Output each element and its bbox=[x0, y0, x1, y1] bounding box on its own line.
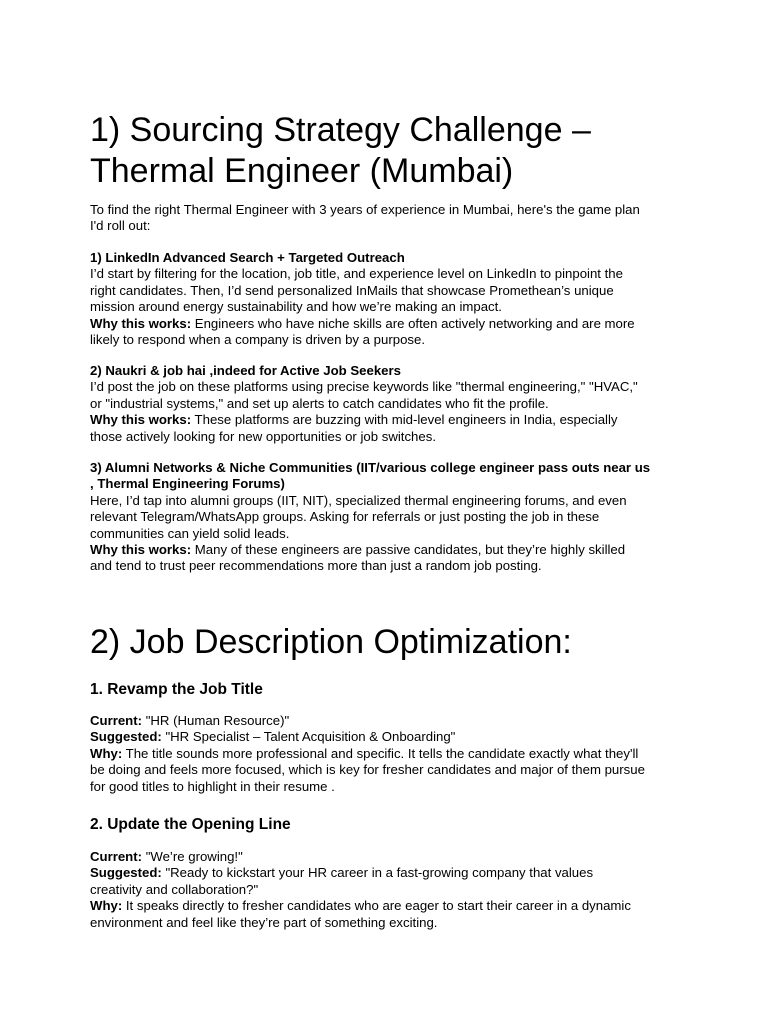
section-naukri bbox=[90, 363, 690, 445]
jd1-suggested-label: Suggested: bbox=[90, 729, 162, 745]
jd1-why-text-3: for good titles to highlight in their resume . bbox=[90, 778, 335, 794]
section-linkedin-why-text-2: likely to respond when a company is driven by a purpose. bbox=[90, 332, 425, 348]
jd2-suggested-value-2: creativity and collaboration?" bbox=[90, 881, 259, 897]
page-title-line-1: 1) Sourcing Strategy Challenge – bbox=[90, 111, 591, 149]
jd2-current-label: Current: bbox=[90, 849, 143, 864]
section-alumni bbox=[90, 460, 690, 575]
section-alumni-text-2: relevant Telegram/WhatsApp groups. Asking for referrals or just posting the job in these bbox=[90, 509, 600, 525]
jd-job-title-heading: 1. Revamp the Job Title bbox=[90, 681, 263, 698]
jd1-why-text-1: The title sounds more professional and specific. It tells the candidate exactly what they'll bbox=[122, 745, 639, 761]
section-alumni-heading-2: , Thermal Engineering Forums) bbox=[90, 476, 285, 492]
jd2-suggested-label: Suggested: bbox=[90, 865, 162, 881]
section-linkedin-text-2: right candidates. Then, I’d send personalized InMails that showcase Promethean’s unique bbox=[90, 282, 614, 298]
section-naukri-text-1: I’d post the job on these platforms using precise keywords like "thermal engineering," "HVAC," bbox=[90, 379, 638, 395]
section-alumni-why-text-1: Many of these engineers are passive candidates, but they’re highly skilled bbox=[191, 542, 626, 558]
intro-line-2: I'd roll out: bbox=[90, 218, 151, 234]
section-alumni-why-label: Why this works: bbox=[90, 542, 192, 558]
jd1-current-label: Current: bbox=[90, 713, 143, 728]
jd2-suggested-value-1: "Ready to kickstart your HR career in a fast-growing company that values bbox=[161, 865, 594, 881]
jd2-why-label: Why: bbox=[90, 898, 123, 914]
section-alumni-why-text-2: and tend to trust peer recommendations more than just a random job posting. bbox=[90, 558, 542, 574]
jd1-why-label: Why: bbox=[90, 745, 123, 761]
section-alumni-text-3: communities can yield solid leads. bbox=[90, 525, 290, 541]
section-alumni-heading-1: 3) Alumni Networks & Niche Communities (IIT/various college engineer pass outs near us bbox=[90, 460, 651, 475]
section-linkedin-why-text-1: Engineers who have niche skills are often actively networking and are more bbox=[191, 315, 635, 331]
jd1-why-text-2: be doing and feels more focused, which is key for fresher candidates and major of them pursue bbox=[90, 762, 645, 778]
section-naukri-heading: 2) Naukri & job hai ,indeed for Active Job Seekers bbox=[90, 363, 401, 378]
jd2-current-value: "We’re growing!" bbox=[142, 849, 243, 864]
jd-opening-line-heading: 2. Update the Opening Line bbox=[90, 816, 291, 833]
section-naukri-text-2: or "industrial systems," and set up alerts to catch candidates who fit the profile. bbox=[90, 395, 549, 411]
section-alumni-text-1: Here, I’d tap into alumni groups (IIT, NIT), specialized thermal engineering forums, and even bbox=[90, 492, 627, 508]
jd2-why-text-1: It speaks directly to fresher candidates who are eager to start their career in a dynamic bbox=[122, 898, 631, 914]
section-linkedin bbox=[90, 250, 690, 348]
section-linkedin-text-3: mission around energy sustainability and how we’re making an impact. bbox=[90, 299, 502, 315]
page-title bbox=[90, 110, 730, 192]
section-title-jd: 2) Job Description Optimization: bbox=[90, 623, 572, 661]
intro-paragraph bbox=[90, 202, 690, 235]
page-title-line-2: Thermal Engineer (Mumbai) bbox=[90, 152, 514, 190]
intro-line-1: To find the right Thermal Engineer with 3 years of experience in Mumbai, here's the game plan bbox=[90, 202, 640, 217]
section-linkedin-why-label: Why this works: bbox=[90, 315, 192, 331]
section-naukri-why-text-2: those actively looking for new opportunities or job switches. bbox=[90, 428, 436, 444]
section-linkedin-heading: 1) LinkedIn Advanced Search + Targeted Outreach bbox=[90, 250, 405, 265]
section-naukri-why-text-1: These platforms are buzzing with mid-level engineers in India, especially bbox=[191, 412, 618, 428]
jd-opening-line-block bbox=[90, 849, 690, 931]
jd1-current-value: "HR (Human Resource)" bbox=[142, 713, 290, 728]
section-naukri-why-label: Why this works: bbox=[90, 412, 192, 428]
jd2-why-text-2: environment and feel like they’re part of something exciting. bbox=[90, 914, 438, 930]
section-linkedin-text-1: I’d start by filtering for the location, job title, and experience level on LinkedIn to pinpoint the bbox=[90, 266, 623, 282]
jd-job-title-block bbox=[90, 713, 690, 795]
jd1-suggested-value: "HR Specialist – Talent Acquisition & Onboarding" bbox=[161, 729, 456, 745]
